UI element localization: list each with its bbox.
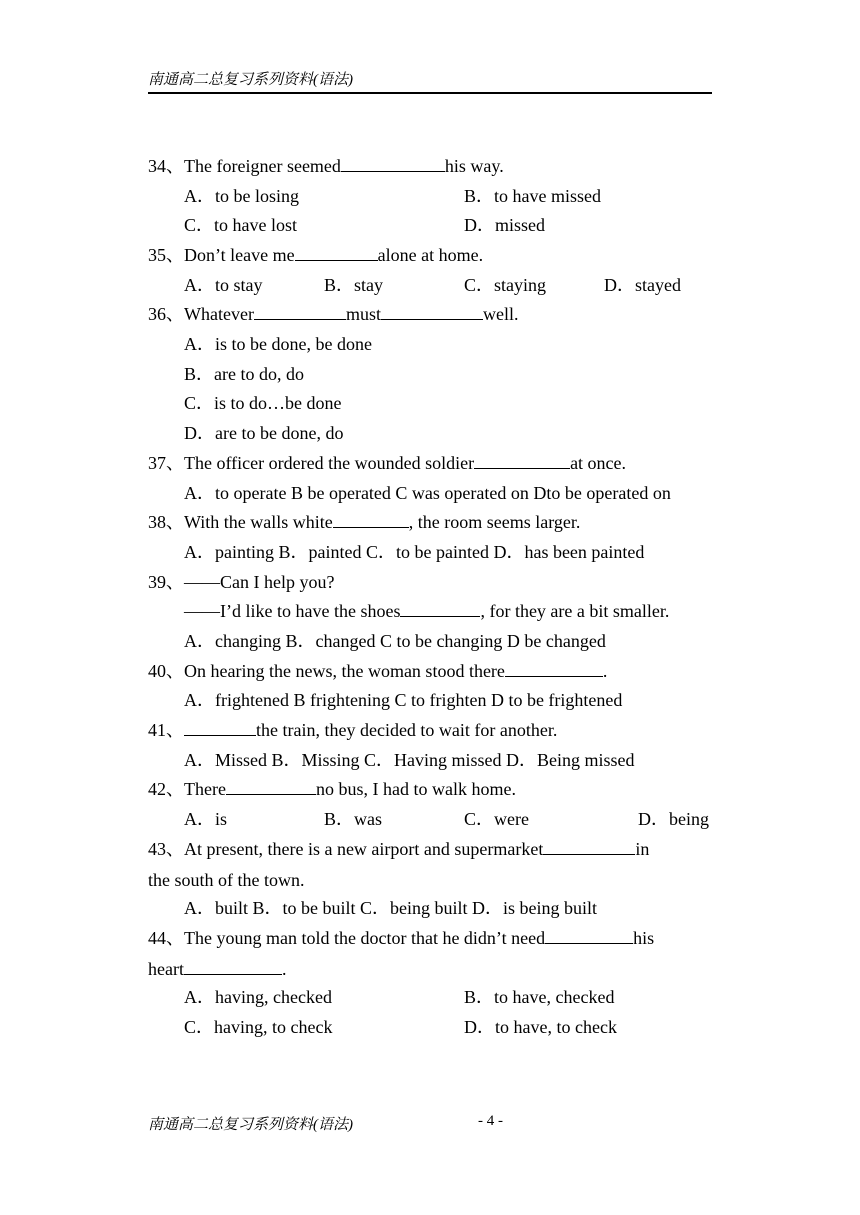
options-line: A．Missed B．Missing C．Having missed D．Being missed <box>184 750 635 770</box>
answer-blank <box>254 304 346 320</box>
option-d: D．missed <box>464 215 545 235</box>
question-text: On hearing the news, the woman stood there <box>184 661 505 681</box>
option-d: D．stayed <box>604 275 681 295</box>
question-text: ——I’d like to have the shoes <box>184 601 401 621</box>
question-text: must <box>345 304 381 324</box>
answer-blank <box>545 928 633 944</box>
answer-blank <box>333 512 409 528</box>
question-text: . <box>602 661 608 681</box>
answer-blank <box>400 601 480 617</box>
answer-blank <box>543 839 635 855</box>
question-text: With the walls white <box>184 512 333 532</box>
answer-blank <box>474 453 570 469</box>
question-text: There <box>184 779 226 799</box>
option-a: A．is <box>184 809 228 829</box>
question-40 <box>148 660 607 682</box>
question-text: well. <box>482 304 519 324</box>
answer-blank <box>505 661 603 677</box>
options-line: A．changing B．changed C to be changing D be changed <box>184 631 606 651</box>
option-b: B．stay <box>324 275 384 295</box>
question-42 <box>148 778 516 800</box>
options-line: A．painting B．painted C．to be painted D．has been painted <box>184 542 645 562</box>
option-c: C．is to do…be done <box>184 393 342 413</box>
option-c: C．to have lost <box>184 215 297 235</box>
answer-blank <box>341 156 445 172</box>
answer-blank <box>184 720 256 736</box>
question-number: 36、 <box>148 304 184 324</box>
question-number: 42、 <box>148 779 184 799</box>
option-a: A．is to be done, be done <box>184 334 372 354</box>
question-39-response <box>184 600 669 622</box>
question-text: ——Can I help you? <box>184 572 335 592</box>
question-text: alone at home. <box>377 245 484 265</box>
question-text: his <box>633 928 655 948</box>
options-line: A．built B．to be built C．being built D．is being built <box>184 898 597 918</box>
question-text: heart <box>148 959 184 979</box>
question-text: , for they are a bit smaller. <box>480 601 670 621</box>
answer-blank <box>381 304 483 320</box>
question-43-continued: the south of the town. <box>148 870 305 890</box>
question-37 <box>148 452 626 474</box>
option-b: B．was <box>324 809 382 829</box>
question-44-continued <box>148 958 286 980</box>
question-number: 37、 <box>148 453 184 473</box>
question-44 <box>148 927 654 949</box>
question-34 <box>148 155 504 177</box>
question-number: 35、 <box>148 245 184 265</box>
question-text: in <box>635 839 650 859</box>
question-text: . <box>281 959 287 979</box>
question-text: Don’t leave me <box>184 245 295 265</box>
answer-blank <box>184 959 282 975</box>
options-line: A．frightened B frightening C to frighten D to be frightened <box>184 690 623 710</box>
question-number: 41、 <box>148 720 184 740</box>
option-a: A．having, checked <box>184 987 332 1007</box>
option-d: D．to have, to check <box>464 1017 617 1037</box>
question-number: 44、 <box>148 928 184 948</box>
option-b: B．to have missed <box>464 186 601 206</box>
question-number: 34、 <box>148 156 184 176</box>
option-b: B．are to do, do <box>184 364 304 384</box>
option-a: A．to be losing <box>184 186 299 206</box>
question-39 <box>148 571 334 593</box>
page-header: 南通高二总复习系列资料(语法) <box>148 72 353 88</box>
question-38 <box>148 511 580 533</box>
question-text: , the room seems larger. <box>408 512 581 532</box>
question-number: 43、 <box>148 839 184 859</box>
header-rule <box>148 92 712 94</box>
option-c: C．staying <box>464 275 547 295</box>
question-35 <box>148 244 483 266</box>
question-text: The young man told the doctor that he didn’t need <box>184 928 546 948</box>
option-d: D．are to be done, do <box>184 423 344 443</box>
question-41 <box>148 719 557 741</box>
option-c: C．were <box>464 809 529 829</box>
question-text: The officer ordered the wounded soldier <box>184 453 475 473</box>
question-36 <box>148 303 518 325</box>
option-d: D．being <box>638 809 709 829</box>
page-footer-title: 南通高二总复习系列资料(语法) <box>148 1117 353 1133</box>
page-number: - 4 - <box>478 1113 503 1129</box>
question-text: The foreigner seemed <box>184 156 341 176</box>
question-number: 40、 <box>148 661 184 681</box>
question-text: Whatever <box>184 304 254 324</box>
answer-blank <box>226 779 316 795</box>
question-text: his way. <box>444 156 504 176</box>
option-c: C．having, to check <box>184 1017 333 1037</box>
options-line: A．to operate B be operated C was operated on Dto be operated on <box>184 483 671 503</box>
question-43 <box>148 838 649 860</box>
question-number: 38、 <box>148 512 184 532</box>
question-text: at once. <box>570 453 627 473</box>
option-b: B．to have, checked <box>464 987 615 1007</box>
question-text: no bus, I had to walk home. <box>315 779 516 799</box>
question-number: 39、 <box>148 572 184 592</box>
answer-blank <box>295 245 378 261</box>
question-text: the train, they decided to wait for another. <box>256 720 558 740</box>
option-a: A．to stay <box>184 275 263 295</box>
question-text: At present, there is a new airport and supermarket <box>184 839 544 859</box>
